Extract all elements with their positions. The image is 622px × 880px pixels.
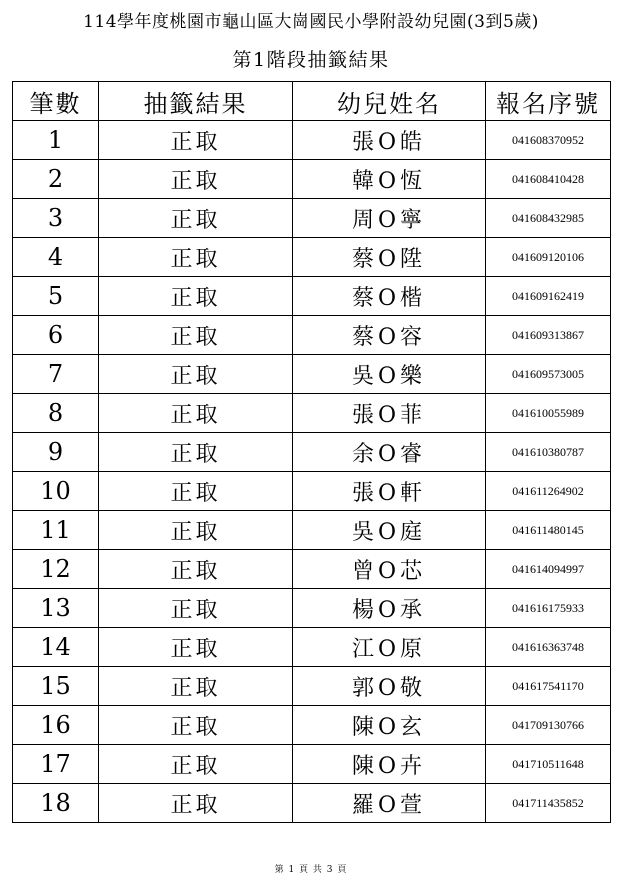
- row-number: 6: [13, 316, 99, 355]
- row-result: 正取: [99, 238, 293, 277]
- row-result: 正取: [99, 316, 293, 355]
- row-child-name: 蔡O容: [293, 316, 486, 355]
- row-result: 正取: [99, 511, 293, 550]
- row-number: 5: [13, 277, 99, 316]
- row-number: 9: [13, 433, 99, 472]
- row-child-name: 張O菲: [293, 394, 486, 433]
- row-number: 12: [13, 550, 99, 589]
- row-registration-no: 041711435852: [486, 784, 611, 823]
- header-child-name: 幼兒姓名: [293, 82, 486, 121]
- row-registration-no: 041617541170: [486, 667, 611, 706]
- row-child-name: 江O原: [293, 628, 486, 667]
- row-number: 1: [13, 121, 99, 160]
- table-row: [13, 121, 611, 160]
- table-row: [13, 589, 611, 628]
- row-registration-no: 041608432985: [486, 199, 611, 238]
- table-row: [13, 511, 611, 550]
- row-registration-no: 041616363748: [486, 628, 611, 667]
- row-registration-no: 041611264902: [486, 472, 611, 511]
- row-result: 正取: [99, 472, 293, 511]
- row-number: 13: [13, 589, 99, 628]
- row-number: 4: [13, 238, 99, 277]
- row-child-name: 周O寧: [293, 199, 486, 238]
- row-child-name: 余O睿: [293, 433, 486, 472]
- row-result: 正取: [99, 433, 293, 472]
- header-number: 筆數: [13, 82, 99, 121]
- row-registration-no: 041610380787: [486, 433, 611, 472]
- row-registration-no: 041611480145: [486, 511, 611, 550]
- row-result: 正取: [99, 199, 293, 238]
- row-registration-no: 041608410428: [486, 160, 611, 199]
- row-child-name: 楊O承: [293, 589, 486, 628]
- row-child-name: 曾O芯: [293, 550, 486, 589]
- header-result: 抽籤結果: [99, 82, 293, 121]
- row-result: 正取: [99, 394, 293, 433]
- row-number: 10: [13, 472, 99, 511]
- row-registration-no: 041608370952: [486, 121, 611, 160]
- document-subtitle: 第1階段抽籤結果: [232, 49, 390, 71]
- table-row: [13, 550, 611, 589]
- table-row: [13, 316, 611, 355]
- row-registration-no: 041609313867: [486, 316, 611, 355]
- row-registration-no: 041609162419: [486, 277, 611, 316]
- row-child-name: 張O軒: [293, 472, 486, 511]
- row-number: 3: [13, 199, 99, 238]
- row-result: 正取: [99, 589, 293, 628]
- row-registration-no: 041609120106: [486, 238, 611, 277]
- table-row: [13, 706, 611, 745]
- table-row: [13, 160, 611, 199]
- row-registration-no: 041609573005: [486, 355, 611, 394]
- row-registration-no: 041710511648: [486, 745, 611, 784]
- table-row: [13, 433, 611, 472]
- row-registration-no: 041614094997: [486, 550, 611, 589]
- row-child-name: 吳O庭: [293, 511, 486, 550]
- table-row: [13, 745, 611, 784]
- row-number: 15: [13, 667, 99, 706]
- row-registration-no: 041709130766: [486, 706, 611, 745]
- table-row: [13, 394, 611, 433]
- row-result: 正取: [99, 628, 293, 667]
- row-number: 7: [13, 355, 99, 394]
- table-row: [13, 667, 611, 706]
- table-header-row: [13, 82, 611, 121]
- row-result: 正取: [99, 784, 293, 823]
- row-result: 正取: [99, 160, 293, 199]
- row-registration-no: 041616175933: [486, 589, 611, 628]
- header-registration-no: 報名序號: [486, 82, 611, 121]
- row-result: 正取: [99, 667, 293, 706]
- row-result: 正取: [99, 121, 293, 160]
- row-number: 16: [13, 706, 99, 745]
- table-row: [13, 472, 611, 511]
- row-result: 正取: [99, 277, 293, 316]
- row-result: 正取: [99, 706, 293, 745]
- row-child-name: 陳O玄: [293, 706, 486, 745]
- table-row: [13, 199, 611, 238]
- row-child-name: 張O皓: [293, 121, 486, 160]
- row-child-name: 韓O恆: [293, 160, 486, 199]
- row-child-name: 陳O卉: [293, 745, 486, 784]
- row-result: 正取: [99, 550, 293, 589]
- table-row: [13, 277, 611, 316]
- row-number: 17: [13, 745, 99, 784]
- row-child-name: 羅O萱: [293, 784, 486, 823]
- page-footer: 第 1 頁 共 3 頁: [274, 865, 348, 875]
- row-number: 14: [13, 628, 99, 667]
- row-registration-no: 041610055989: [486, 394, 611, 433]
- row-number: 8: [13, 394, 99, 433]
- row-child-name: 蔡O楷: [293, 277, 486, 316]
- lottery-results-table: [12, 81, 611, 823]
- table-row: [13, 355, 611, 394]
- row-result: 正取: [99, 355, 293, 394]
- row-child-name: 吳O樂: [293, 355, 486, 394]
- document-title: 114學年度桃園市龜山區大崗國民小學附設幼兒園(3到5歲): [83, 12, 539, 32]
- row-number: 11: [13, 511, 99, 550]
- table-body: [13, 121, 611, 823]
- table-row: [13, 628, 611, 667]
- row-child-name: 郭O敬: [293, 667, 486, 706]
- row-number: 2: [13, 160, 99, 199]
- row-result: 正取: [99, 745, 293, 784]
- table-row: [13, 784, 611, 823]
- row-child-name: 蔡O陞: [293, 238, 486, 277]
- table-row: [13, 238, 611, 277]
- row-number: 18: [13, 784, 99, 823]
